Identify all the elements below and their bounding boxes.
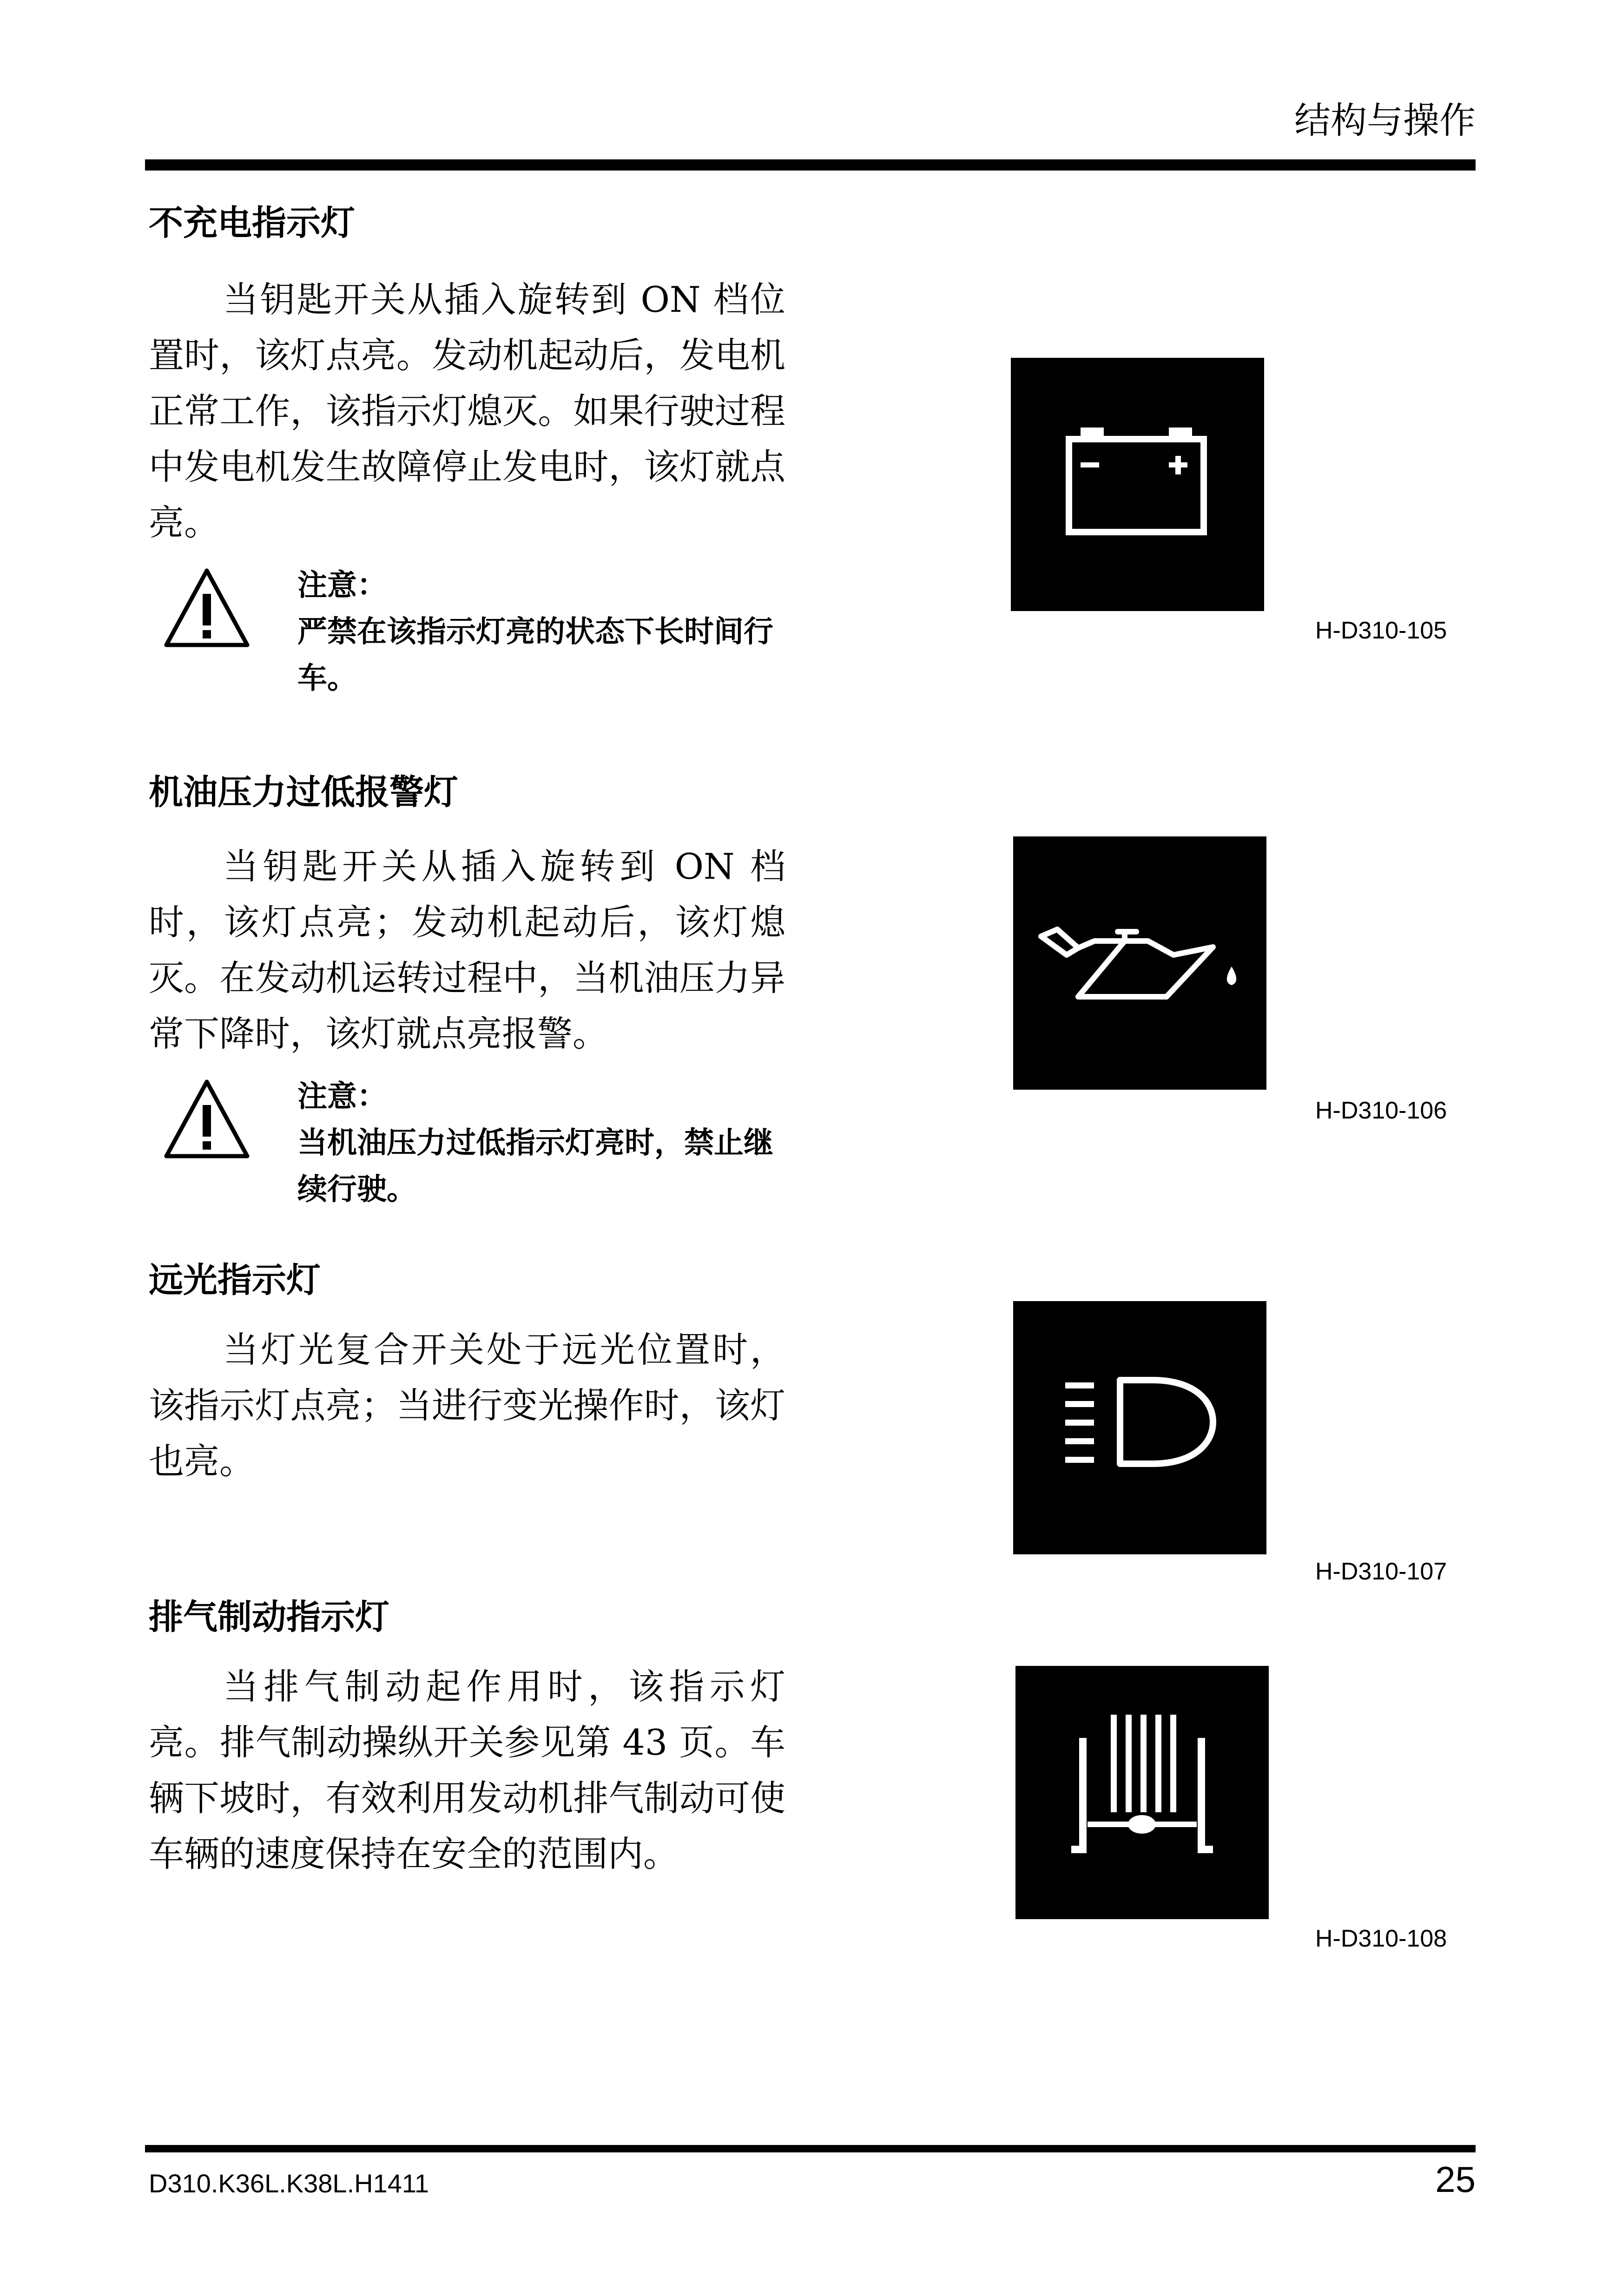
note-label: 注意： [297,568,387,603]
battery-icon [1011,358,1264,611]
warning-triangle-icon [163,1078,251,1159]
page-number: 25 [1435,2159,1476,2200]
exhaust-brake-icon [1015,1666,1269,1919]
page-header-title: 结构与操作 [1294,100,1476,142]
note-text: 严禁在该指示灯亮的状态下长时间行车。 [297,615,773,696]
footer-rule [145,2145,1476,2152]
section-title: 排气制动指示灯 [149,1597,389,1637]
section-title: 远光指示灯 [149,1260,321,1300]
warning-note [163,1073,813,1213]
high-beam-icon [1013,1301,1266,1554]
note-label: 注意： [297,1079,387,1114]
oil-can-icon [1013,836,1266,1090]
warning-note [163,562,813,702]
document-code: D310.K36L.K38L.H1411 [149,2169,429,2198]
note-text: 当机油压力过低指示灯亮时，禁止继续行驶。 [297,1126,773,1207]
section-title: 机油压力过低报警灯 [149,772,458,812]
section-body: 当钥匙开关从插入旋转到 ON 档时，该灯点亮；发动机起动后，该灯熄灭。在发动机运转过程中，当机油压力异常下降时，该灯就点亮报警。 [149,846,785,1054]
figure-caption: H-D310-108 [1315,1925,1447,1952]
warning-triangle-icon [163,567,251,648]
section-body: 当钥匙开关从插入旋转到 ON 档位置时，该灯点亮。发动机起动后，发电机正常工作，该指示灯熄灭。如果行驶过程中发电机发生故障停止发电时，该灯就点亮。 [149,279,785,543]
header-rule [145,159,1476,171]
section-body: 当灯光复合开关处于远光位置时，该指示灯点亮；当进行变光操作时，该灯也亮。 [149,1329,785,1482]
section-body: 当排气制动起作用时，该指示灯亮。排气制动操纵开关参见第 43 页。车辆下坡时，有效利用发动机排气制动可使车辆的速度保持在安全的范围内。 [149,1666,785,1875]
figure-caption: H-D310-105 [1315,617,1447,644]
figure-caption: H-D310-106 [1315,1097,1447,1124]
figure-caption: H-D310-107 [1315,1558,1447,1585]
section-title: 不充电指示灯 [149,203,355,243]
